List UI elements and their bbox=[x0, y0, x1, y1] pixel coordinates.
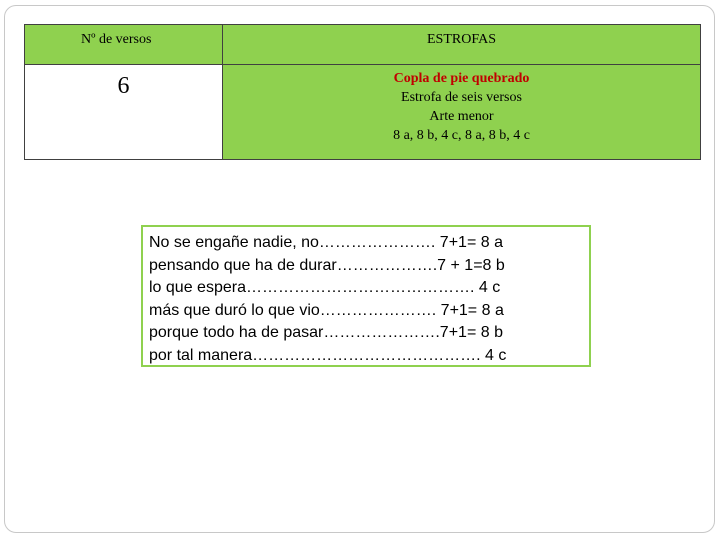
strofa-verse-info: Estrofa de seis versos bbox=[401, 90, 522, 105]
poem-line: lo que espera……………………………………. 4 c bbox=[149, 279, 501, 296]
header-verse-count: Nº de versos bbox=[25, 25, 223, 65]
verse-count-value: 6 bbox=[25, 65, 223, 159]
poem-line: por tal manera……………………………………. 4 c bbox=[149, 346, 507, 364]
header-strofas: ESTROFAS bbox=[223, 25, 700, 65]
strofa-scheme: 8 a, 8 b, 4 c, 8 a, 8 b, 4 c bbox=[393, 128, 530, 143]
strofa-table bbox=[24, 24, 701, 160]
strofa-name: Copla de pie quebrado bbox=[393, 71, 530, 86]
poem-line: porque todo ha de pasar………………….7+1= 8 b bbox=[149, 324, 503, 341]
strofa-arte: Arte menor bbox=[429, 109, 494, 124]
poem-box bbox=[141, 225, 591, 367]
poem-line: pensando que ha de durar……………….7 + 1=8 b bbox=[149, 256, 505, 274]
poem-line: No se engañe nadie, no…………………. 7+1= 8 a bbox=[149, 234, 503, 251]
strofa-description bbox=[223, 65, 700, 159]
poem-line: más que duró lo que vio…………………. 7+1= 8 a bbox=[149, 301, 504, 319]
